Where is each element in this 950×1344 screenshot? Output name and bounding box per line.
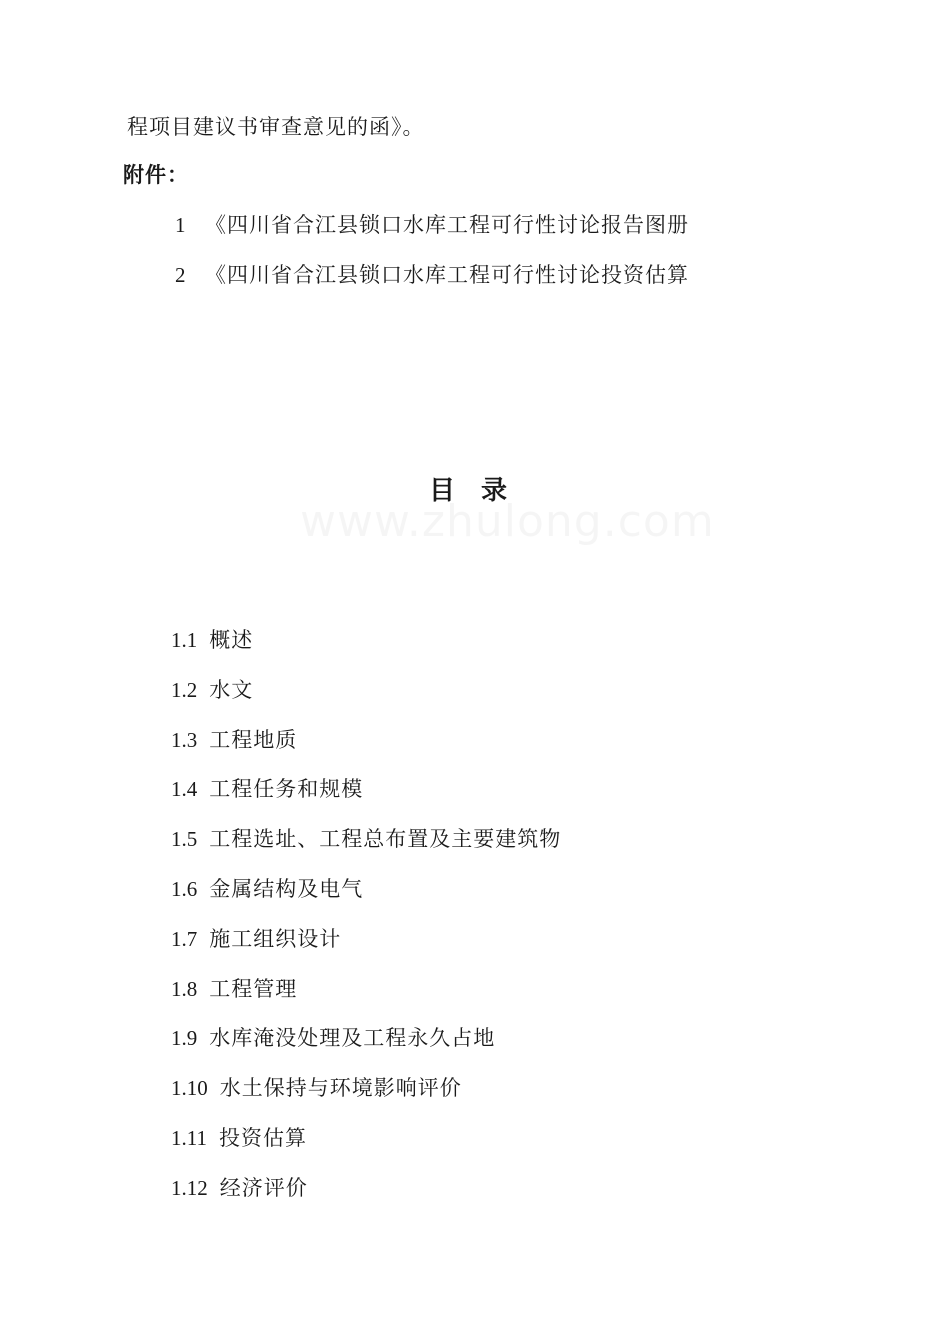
table-of-contents	[171, 625, 561, 1223]
toc-entry-title: 金属结构及电气	[209, 876, 364, 901]
toc-entry-number: 1.3	[171, 727, 198, 752]
toc-entry-title: 工程管理	[209, 976, 298, 1001]
toc-entry-number: 1.5	[171, 827, 198, 852]
toc-entry-title: 工程任务和规模	[209, 777, 364, 802]
toc-entry	[171, 725, 561, 775]
toc-entry	[171, 1173, 561, 1223]
toc-entry-title: 工程地质	[209, 727, 298, 752]
toc-entry	[171, 1023, 561, 1073]
attachment-item	[175, 260, 715, 290]
toc-entry-title: 工程选址、工程总布置及主要建筑物	[209, 827, 562, 852]
toc-entry-number: 1.12	[171, 1175, 208, 1200]
toc-entry-title: 施工组织设计	[209, 926, 342, 951]
toc-entry-number: 1.2	[171, 677, 198, 702]
toc-entry-number: 1.10	[171, 1076, 208, 1101]
toc-entry	[171, 774, 561, 824]
toc-entry	[171, 974, 561, 1024]
toc-entry-title: 水库淹没处理及工程永久占地	[209, 1026, 496, 1051]
toc-entry	[171, 874, 561, 924]
attachment-title: 《四川省合江县锁口水库工程可行性讨论投资估算	[205, 263, 689, 287]
toc-entry-number: 1.9	[171, 1026, 198, 1051]
toc-entry-number: 1.7	[171, 926, 198, 951]
attachment-item	[175, 210, 715, 240]
toc-entry-number: 1.4	[171, 777, 198, 802]
toc-entry-title: 投资估算	[218, 1125, 307, 1150]
toc-entry	[171, 625, 561, 675]
attachment-title: 《四川省合江县锁口水库工程可行性讨论报告图册	[205, 213, 689, 237]
toc-entry-title: 经济评价	[219, 1175, 308, 1200]
toc-entry	[171, 924, 561, 974]
toc-title: 目录	[428, 476, 533, 506]
intro-paragraph-tail: 程项目建议书审查意见的函》。	[127, 115, 425, 139]
toc-entry	[171, 824, 561, 874]
attachment-number: 1	[175, 213, 187, 237]
toc-entry-number: 1.8	[171, 976, 198, 1001]
toc-entry	[171, 1123, 561, 1173]
toc-entry-number: 1.6	[171, 876, 198, 901]
toc-entry	[171, 675, 561, 725]
attachments-heading: 附件：	[123, 163, 189, 187]
attachment-number: 2	[175, 263, 187, 287]
toc-entry-title: 水文	[209, 677, 254, 702]
toc-entry-number: 1.1	[171, 628, 198, 652]
toc-entry-title: 水土保持与环境影响评价	[219, 1076, 462, 1101]
toc-entry-title: 概述	[209, 628, 254, 652]
toc-entry	[171, 1073, 561, 1123]
toc-entry-number: 1.11	[171, 1125, 207, 1150]
